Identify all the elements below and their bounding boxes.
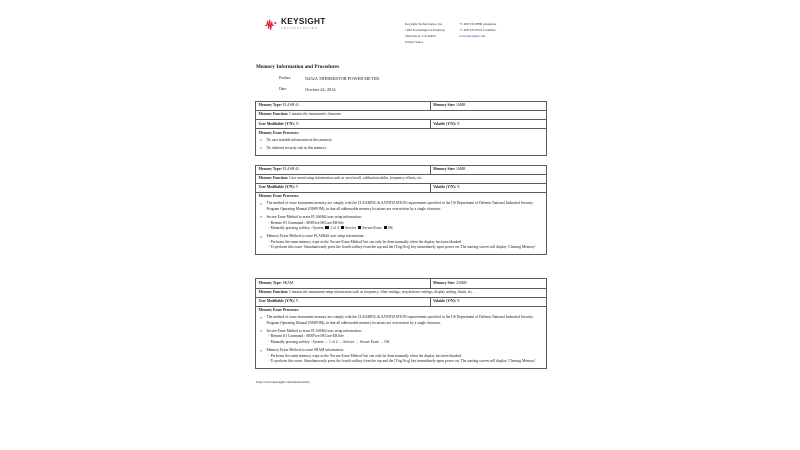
cell-memory-type xyxy=(256,102,431,111)
missing-glyph-box xyxy=(358,226,361,229)
erase-bullet-list xyxy=(259,201,544,251)
address-line: Keysight Technologies, Inc. xyxy=(405,22,443,26)
memory-type-value: SRAM xyxy=(282,280,294,285)
date-row xyxy=(255,87,547,92)
cell-volatile xyxy=(430,183,546,192)
cell-user-modifiable xyxy=(256,120,431,129)
missing-glyph-box xyxy=(384,226,387,229)
keysight-logo xyxy=(255,18,405,30)
erase-subline: - Remote IO Command : SERVice:SECure:ERASe xyxy=(268,334,344,339)
memory-size-label: Memory Size: xyxy=(433,166,456,171)
erase-bullet-list xyxy=(259,138,544,151)
logo-wordmark: KEYSIGHT xyxy=(281,17,326,26)
memory-size-value: 16MB xyxy=(456,166,466,171)
facsimile-line: +1 408 345 8474 facsimile xyxy=(459,27,496,32)
table-row-type xyxy=(256,102,547,111)
table-row-type xyxy=(256,279,547,288)
erase-bullet: ▪ The method of erase instrument memory are comply with the CLEARING & SANITIZATION requirements specified in the US Department of Defense National Industrial Security Program Operating Manual (NISPOM), in that all addressable memory locations are overwritten by a single character. xyxy=(267,201,544,212)
date-label: Date: xyxy=(279,87,287,91)
user-modifiable-label: User Modifiable (Y/N): xyxy=(258,185,295,190)
document-sheet xyxy=(255,10,547,384)
cell-memory-size xyxy=(430,279,546,288)
volatile-label: Volatile (Y/N): xyxy=(433,299,456,304)
page-title: Memory Information and Procedures xyxy=(256,64,340,70)
cell-erase-processes xyxy=(256,306,547,369)
cell-memory-size xyxy=(430,102,546,111)
memory-table xyxy=(255,101,547,156)
erase-bullet: ▪ Secure Erase Method to erase FLASH#2 user setup information: - Remote IO Command : SERVice:SECure:ERASe - Manually pressing softkey : System 1 of 2 Service Secure Erase OK xyxy=(267,215,544,232)
erase-bullet: ▪ Memory Erase Method to erase SRAM information: - Performs the same memory wipe as the 'Secure Erase Method' but can only be done manually when the display has been blanked. - To perform this erase: Simultaneously press the fourth softkey from the top and the [Trig/Acq] key immediately upon power on. The starting screen will display 'Clearing Memory'. xyxy=(267,348,544,365)
memory-size-value: 16MB xyxy=(456,103,466,108)
erase-processes-label: Memory Erase Processes: xyxy=(258,308,299,313)
cell-memory-function xyxy=(256,111,547,120)
table-row-modifiable xyxy=(256,297,547,306)
product-row xyxy=(255,76,547,81)
erase-subline: - Performs the same memory wipe as the 'Secure Erase Method' but can only be done manually when the display has been blanked. xyxy=(268,353,463,358)
erase-subline: - Manually pressing softkey : System → 1 of 2 → Service → Secure Erase → OK xyxy=(268,340,390,345)
erase-bullet: ▪ No inherent security risk in this memory xyxy=(267,146,544,152)
volatile-value: N xyxy=(456,185,460,190)
erase-processes-label: Memory Erase Processes: xyxy=(258,130,299,135)
date-value: October 24, 2014 xyxy=(305,87,336,92)
page-header xyxy=(255,10,547,48)
logo-text xyxy=(281,18,326,30)
user-modifiable-value: N xyxy=(295,121,299,126)
cell-memory-function xyxy=(256,288,547,297)
erase-subline: - Performs the same memory wipe as the 'Secure Erase Method' but can only be done manually when the display has been blanked. xyxy=(268,239,463,244)
erase-bullet: ▪ The method of erase instrument memory are comply with the CLEARING & SANITIZATION requirements specified in the US Department of Defense National Industrial Security Program Operating Manual (NISPOM), in that all addressable memory locations are overwritten by a single character. xyxy=(267,315,544,326)
memory-tables xyxy=(255,101,547,369)
missing-glyph-box xyxy=(325,226,328,229)
memory-size-value: 256KB xyxy=(456,280,467,285)
cell-memory-type xyxy=(256,165,431,174)
user-modifiable-value: Y xyxy=(295,299,299,304)
volatile-label: Volatile (Y/N): xyxy=(433,185,456,190)
product-value: N432A THERMISTOR POWER METER xyxy=(305,76,380,81)
table-row-function xyxy=(256,288,547,297)
volatile-label: Volatile (Y/N): xyxy=(433,121,456,126)
erase-subline: - To perform this erase: Simultaneously press the fourth softkey from the top and the [Trig/Acq] key immediately upon power on. The starting screen will display 'Clearing Memory'. xyxy=(268,359,537,364)
cell-memory-function xyxy=(256,174,547,183)
cell-user-modifiable xyxy=(256,183,431,192)
memory-type-value: FLASH #2 xyxy=(282,166,300,171)
user-modifiable-value: Y xyxy=(295,185,299,190)
table-row-type xyxy=(256,165,547,174)
cell-user-modifiable xyxy=(256,297,431,306)
address-line: 1400 Fountaingrove Parkway xyxy=(405,27,446,32)
table-row-function xyxy=(256,174,547,183)
cell-erase-processes xyxy=(256,192,547,255)
erase-bullet: ▪ No user settable information in this memory xyxy=(267,138,544,144)
address-line: Santa Rosa, CA 95403 xyxy=(405,33,436,38)
user-modifiable-label: User Modifiable (Y/N): xyxy=(258,121,295,126)
memory-function-value: User saved setup information such as save/recall, calibration tables, frequency offsets, etc. xyxy=(289,175,423,180)
contact-address xyxy=(405,22,445,46)
table-row-modifiable xyxy=(256,183,547,192)
volatile-value: N xyxy=(456,121,460,126)
erase-subline: - Remote IO Command : SERVice:SECure:ERASe xyxy=(268,220,344,225)
erase-bullet-list xyxy=(259,315,544,365)
keysight-wave-icon xyxy=(265,19,278,30)
memory-function-value: Contains the instrument setup information such as frequency, filter settings, step detector settings, display setting, limits, etc . xyxy=(289,289,475,294)
address-line: United States xyxy=(405,39,424,44)
memory-function-label: Memory Function: xyxy=(258,175,289,180)
user-modifiable-label: User Modifiable (Y/N): xyxy=(258,299,295,304)
website-link[interactable]: www.keysight.com xyxy=(459,33,486,38)
erase-bullet: ▪ Secure Erase Method to erase FLASH#2 user setup information: - Remote IO Command : SERVice:SECure:ERASe - Manually pressing softkey : System → 1 of 2 → Service → Secure Erase → OK xyxy=(267,329,544,346)
logo-subtext: TECHNOLOGIES xyxy=(281,26,319,31)
memory-type-value: FLASH #1 xyxy=(282,103,300,108)
cell-volatile xyxy=(430,297,546,306)
memory-table xyxy=(255,278,547,369)
product-label: Product: xyxy=(279,76,292,80)
table-row-erase xyxy=(256,306,547,369)
cell-memory-size xyxy=(430,165,546,174)
memory-size-label: Memory Size: xyxy=(433,103,456,108)
cell-erase-processes xyxy=(256,129,547,155)
table-row-function xyxy=(256,111,547,120)
memory-function-value: Contains the instrument's firmware xyxy=(289,112,342,117)
table-row-erase xyxy=(256,192,547,255)
memory-table xyxy=(255,165,547,256)
footer-url[interactable]: http://www.keysight.com/find/security xyxy=(256,380,311,385)
memory-size-label: Memory Size: xyxy=(433,280,456,285)
memory-type-label: Memory Type: xyxy=(258,166,282,171)
contact-numbers xyxy=(459,22,496,46)
missing-glyph-box xyxy=(341,226,344,229)
table-row-erase xyxy=(256,129,547,155)
erase-processes-label: Memory Erase Processes: xyxy=(258,194,299,199)
cell-volatile xyxy=(430,120,546,129)
memory-type-label: Memory Type: xyxy=(258,103,282,108)
erase-subline: - Manually pressing softkey : System 1 of 2 Service Secure Erase OK xyxy=(268,226,394,231)
memory-function-label: Memory Function: xyxy=(258,112,289,117)
table-spacer xyxy=(255,255,547,269)
contact-block xyxy=(405,18,496,46)
memory-function-label: Memory Function: xyxy=(258,289,289,294)
table-row-modifiable xyxy=(256,120,547,129)
telephone-line: +1 408 345 8886 telephone xyxy=(459,22,497,26)
cell-memory-type xyxy=(256,279,431,288)
memory-type-label: Memory Type: xyxy=(258,280,282,285)
volatile-value: N xyxy=(456,299,460,304)
erase-bullet: ▪ Memory Erase Method to erase FLASH#2 user setup information: - Performs the same memory wipe as the 'Secure Erase Method' but can only be done manually when the display has been blanked. - To perform this erase: Simultaneously press the fourth softkey from the top and the [Trig/Acq] key immediately upon power on. The starting screen will display 'Clearing Memory'. xyxy=(267,234,544,251)
erase-subline: - To perform this erase: Simultaneously press the fourth softkey from the top and the [Trig/Acq] key immediately upon power on. The starting screen will display 'Clearing Memory'. xyxy=(268,245,537,250)
